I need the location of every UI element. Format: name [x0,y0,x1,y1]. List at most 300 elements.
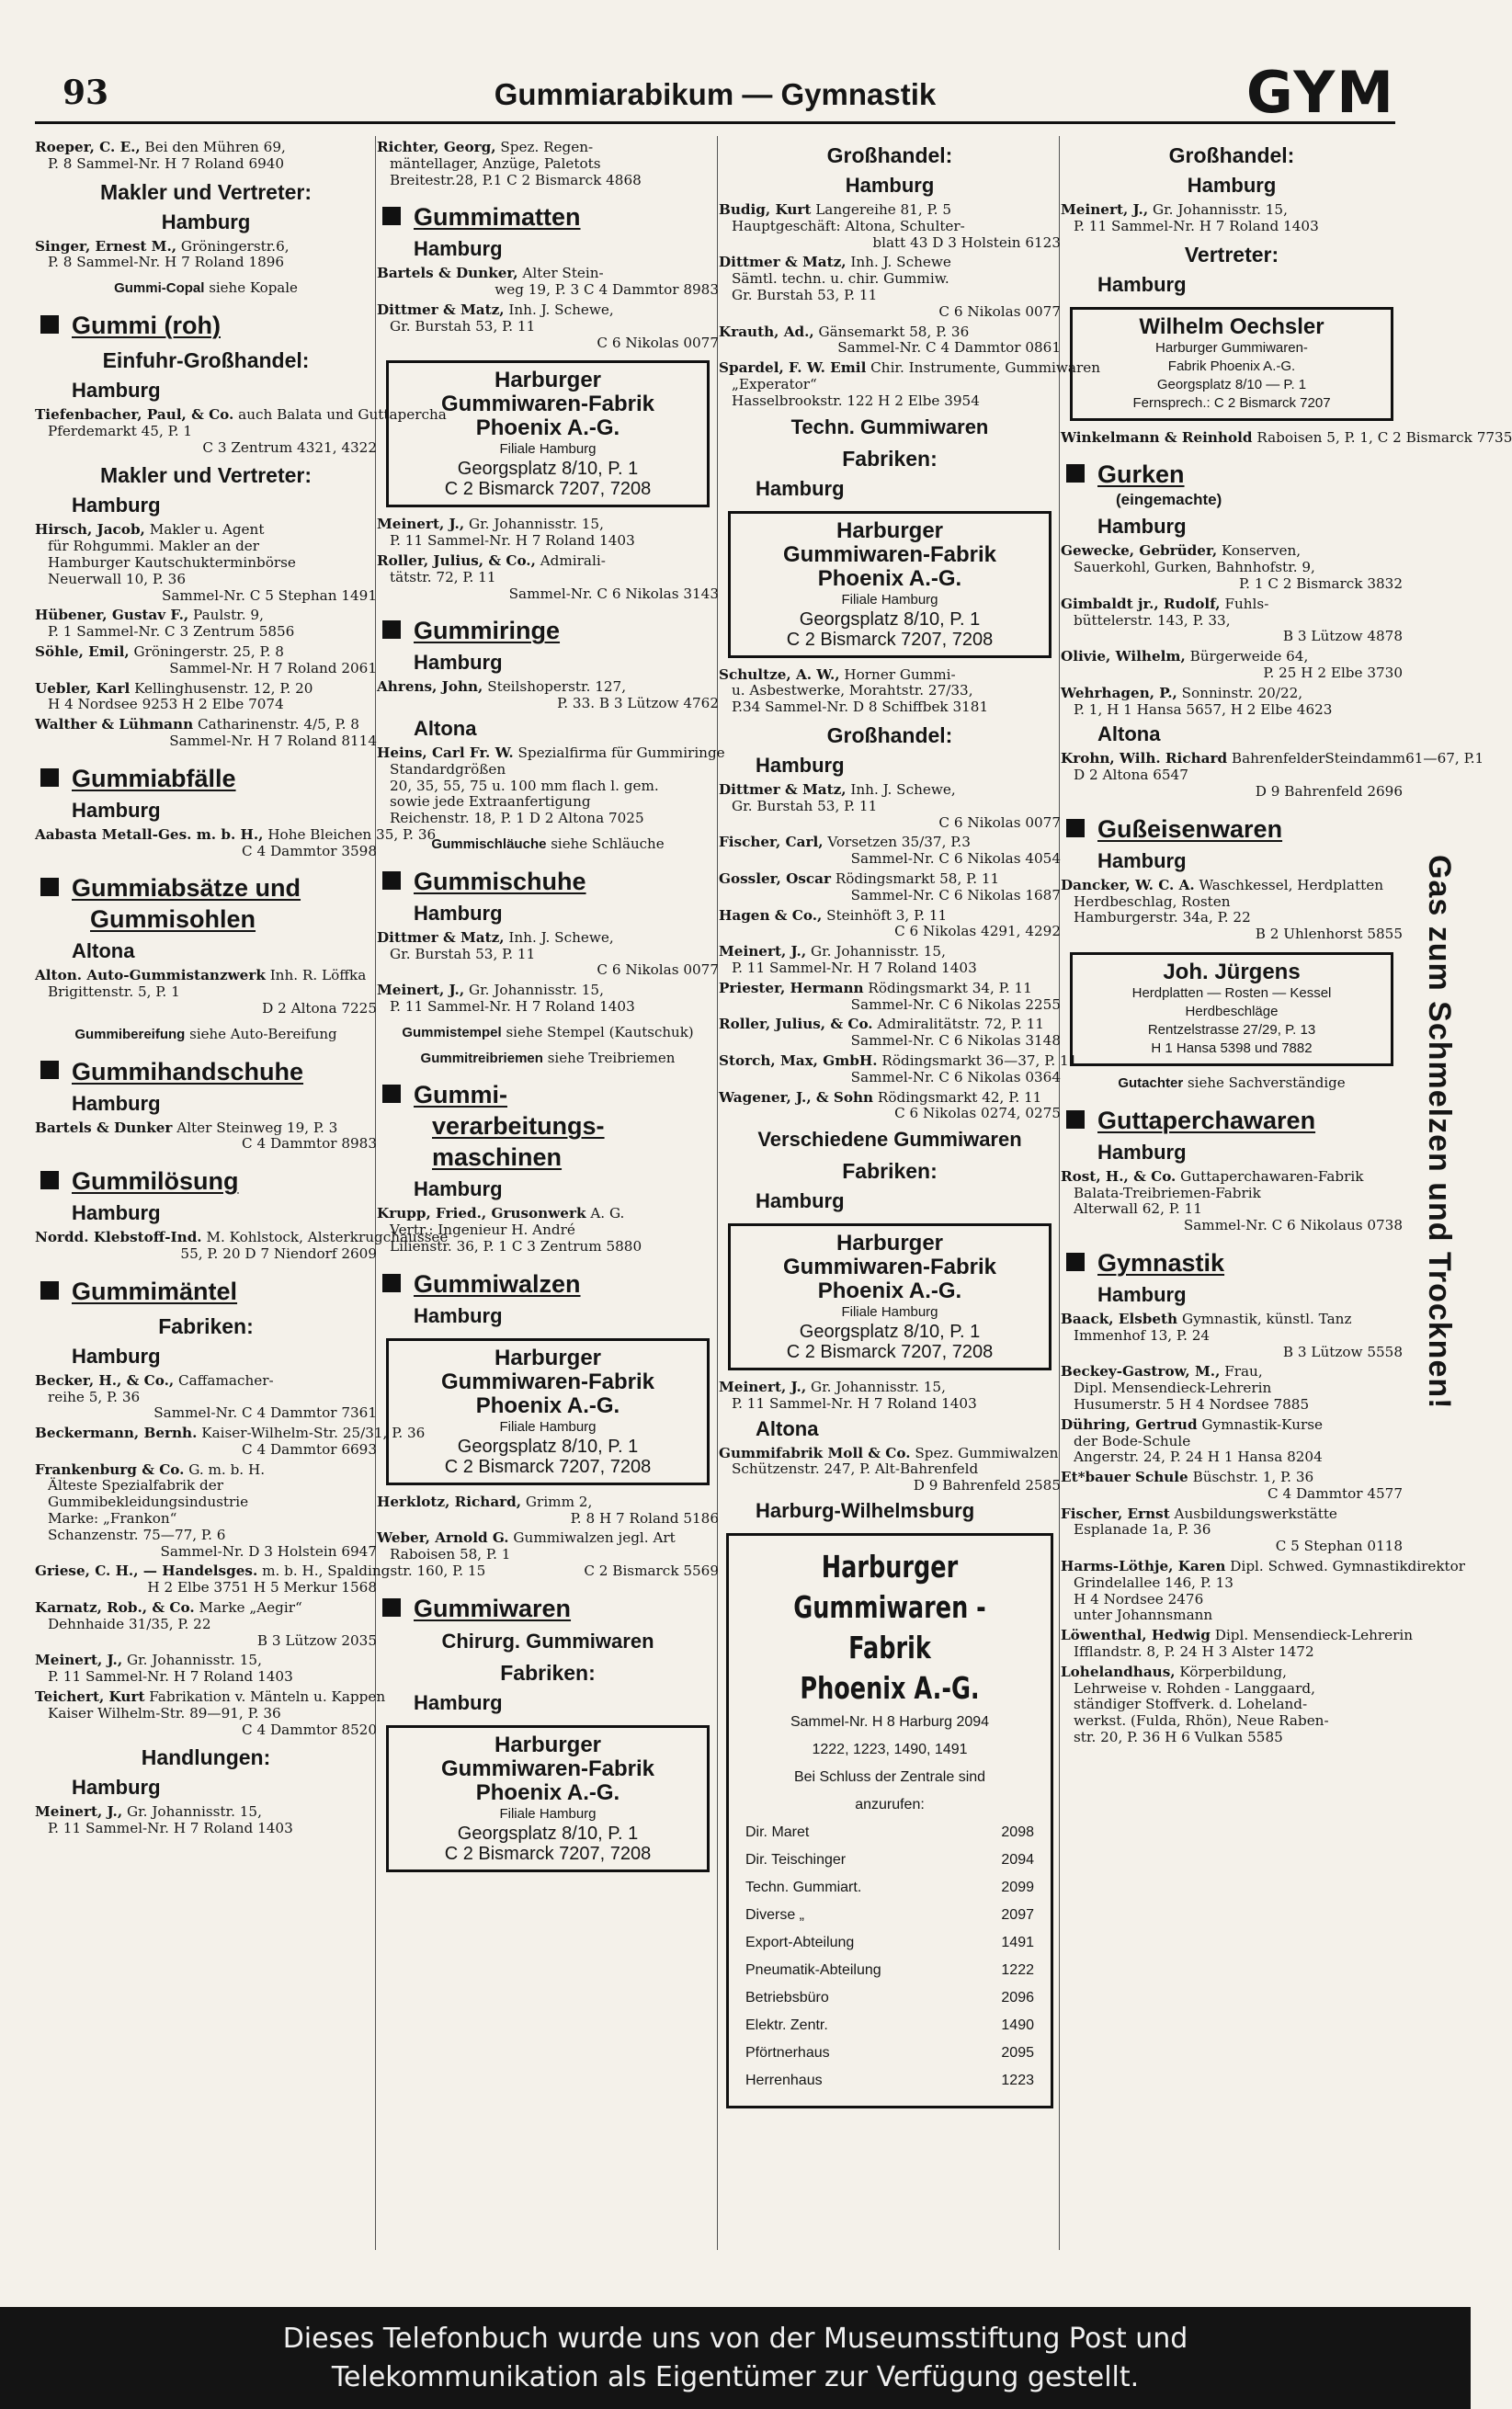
listing-entry [1061,1169,1403,1234]
listing-name: Harms-Löthje, Karen [1061,1558,1226,1575]
listing-line: Sammel-Nr. D 3 Holstein 6947 [160,1542,377,1560]
listing-line: mäntellager, Anzüge, Paletots [390,154,601,172]
ad-department: Techn. Gummiart. [745,1880,862,1896]
category-heading-text: Gummimäntel [72,1277,238,1305]
category-heading [377,201,719,233]
listing-line: C 6 Nikolas 0274, 0275 [894,1105,1061,1122]
city-label: Hamburg [1097,848,1187,872]
ad-address: Georgsplatz 8/10, P. 1 [457,1823,639,1844]
listing-name: Teichert, Kurt [35,1688,145,1706]
category-heading-text: Gummi- [414,1081,508,1109]
ad-company: Phoenix A.-G. [817,1278,962,1304]
ad-company: Phoenix A.-G. [475,1392,620,1418]
reference-target: siehe Kopale [209,279,298,297]
listing-entry [377,517,719,550]
listing-entry [719,944,1061,977]
ad-detail: Filiale Hamburg [841,591,938,608]
listing-line [719,871,1061,888]
city-label: Hamburg [414,901,503,925]
category-heading-text: Gummihandschuhe [72,1057,304,1085]
listing-name: Dittmer & Matz, [719,254,847,271]
category-heading-text: Gummimatten [414,203,581,232]
side-advert-text: Gas zum Schmelzen und Trocknen! [1422,855,1457,1410]
category-heading [1061,1105,1403,1136]
bullet-square-icon [382,1085,401,1103]
listing-line: Standardgrößen [390,760,506,778]
listing-line: P. 1 Sammel-Nr. C 3 Zentrum 5856 [48,623,295,641]
listing-entry [1061,1417,1403,1466]
city-label: Hamburg [72,378,161,402]
listing-detail: G. m. b. H. [188,1460,266,1478]
listing-line [1061,878,1403,894]
listing-entry [377,1206,719,1255]
listing-name: Wagener, J., & Sohn [719,1088,874,1106]
listing-line: C 2 Bismarck 5569 [584,1562,719,1579]
listing-line: P. 25 H 2 Elbe 3730 [1263,664,1403,681]
listing-name: Wehrhagen, P., [1061,684,1177,701]
listing-entry [1061,1312,1403,1360]
category-heading-text: Gummilösung [72,1167,239,1196]
listing-line: ständiger Stoffverk. d. Loheland- [1074,1696,1308,1713]
listing-entry [1061,1506,1403,1555]
listing-line [1061,543,1403,560]
listing-detail: Gummiwalzen jegl. Art [513,1529,676,1547]
listing-name: Griese, C. H., — Handelsges. [35,1562,258,1580]
listing-detail: Grimm 2, [525,1493,593,1510]
listing-name: Roller, Julius, & Co., [377,551,536,569]
city-label: Hamburg [414,1303,503,1327]
listing-entry [719,324,1061,358]
footer-line-1: Dieses Telefonbuch wurde uns von der Museumsstiftung Post und [282,2323,1188,2355]
listing-name: Olivie, Wilhelm, [1061,648,1186,665]
listing-entry [35,1229,449,1263]
listing-line [719,667,1061,684]
listing-line [719,944,1061,960]
listing-name: Hirsch, Jacob, [35,521,145,539]
listing-detail: M. Kohlstock, Alsterkrugchaussee [206,1229,449,1246]
listing-name: Heins, Carl Fr. W. [377,744,514,761]
reference-target: siehe Schläuche [551,835,665,852]
advertisement-big-box [726,1533,1053,2108]
listing-entry [1061,428,1512,447]
listing-line [377,302,719,319]
listing-line [35,1688,386,1706]
listing-line [1061,1470,1403,1486]
listing-line: Breitestr.28, P.1 C 2 Bismarck 4868 [390,171,642,188]
ad-extension-row [745,1819,1034,1847]
listing-line [35,140,377,156]
ad-extension-row [745,2067,1034,2095]
city-label: Hamburg [1187,174,1277,197]
listing-line [1061,686,1403,702]
listing-detail: Kaiser-Wilhelm-Str. 25/31, P. 36 [201,1425,426,1442]
listing-name: Tiefenbacher, Paul, & Co. [35,405,234,423]
ad-extension: 1222 [1001,1962,1034,1979]
ad-company: Harburger [494,1345,602,1370]
advertisement-box [1070,307,1393,421]
listing-detail: Gr. Johannisstr. 15, [468,982,604,999]
ad-extension-row [745,1847,1034,1874]
listing-line [35,1600,377,1617]
listing-detail: Makler u. Agent [149,521,265,539]
listing-name: Spardel, F. W. Emil [719,359,867,377]
ad-department: Pneumatik-Abteilung [745,1962,881,1979]
listing-entry [35,1373,377,1422]
listing-line: C 4 Dammtor 8520 [242,1721,377,1738]
listing-name: Lohelandhaus, [1061,1663,1176,1680]
listing-line [377,140,719,156]
category-heading-text: Gummiwalzen [414,1269,581,1298]
listing-entry [719,1051,1078,1086]
listing-line: Sammel-Nr. H 7 Roland 8114 [169,732,377,749]
listing-line: büttelerstr. 143, P. 33, [1074,611,1231,629]
listing-line: Lehrweise v. Rohden - Langgaard, [1074,1679,1315,1697]
listing-name: Söhle, Emil, [35,642,130,660]
listing-entry [35,644,377,677]
ad-department: Elektr. Zentr. [745,2017,828,2034]
listing-line: Sammel-Nr. C 6 Nikolas 3148 [850,1032,1061,1050]
advertisement-box [728,511,1052,658]
category-heading-text: Gummischuhe [414,867,586,895]
listing-line: B 3 Lützow 4878 [1282,628,1403,645]
listing-line [719,908,1061,925]
listing-line: Gr. Burstah 53, P. 11 [732,797,878,814]
listing-line: D 2 Altona 6547 [1074,767,1188,784]
listing-name: Krupp, Fried., Grusonwerk [377,1205,586,1222]
listing-entry [719,871,1061,904]
listing-line: P.34 Sammel-Nr. D 8 Schiffbek 3181 [732,699,989,716]
listing-entry [719,359,1100,409]
listing-line [377,679,719,696]
ad-extension: 1490 [1001,2017,1034,2034]
listing-line: der Bode-Schule [1074,1432,1191,1449]
listing-detail: Catharinenstr. 4/5, P. 8 [197,716,359,733]
category-heading-text: Gummiringe [414,617,561,645]
subsection-label: Techn. Gummiwaren [790,415,989,438]
listing-line [1061,1506,1403,1523]
listing-detail: BahrenfelderSteindamm61—67, P.1 [1231,750,1484,767]
listing-detail: Rödingsmarkt 42, P. 11 [877,1088,1042,1106]
listing-line: Gummibekleidungsindustrie [48,1494,249,1511]
listing-detail: Inh. J. Schewe, [508,301,614,318]
ad-title: Phoenix A.-G. [800,1670,980,1707]
city-label: Hamburg [414,651,503,675]
ad-numbers: 1222, 1223, 1490, 1491 [812,1742,968,1758]
listing-detail: Horner Gummi- [844,665,956,683]
page-title: Gummiarabikum — Gymnastik [494,77,937,111]
listing-entry [719,1380,1061,1413]
listing-line: Gr. Burstah 53, P. 11 [390,945,536,962]
listing-entry [35,717,377,750]
listing-line [377,930,719,947]
listing-name: Storch, Max, GmbH. [719,1051,878,1069]
listing-line [377,744,725,762]
listing-name: Ahrens, John, [377,678,483,696]
listing-line: tätstr. 72, P. 11 [390,568,496,585]
listing-name: Winkelmann & Reinhold [1061,428,1253,446]
listing-entry [1061,878,1403,943]
listing-name: Becker, H., & Co., [35,1371,175,1389]
listing-entry [377,983,719,1016]
city-label: Hamburg [1097,1282,1187,1306]
listing-line: Schützenstr. 247, P. Alt-Bahrenfeld [732,1460,979,1478]
listing-entry [1061,543,1403,592]
listing-entry [719,1017,1061,1050]
listing-name: Löwenthal, Hedwig [1061,1627,1211,1644]
reference-target: siehe Sachverständige [1187,1074,1346,1091]
reference-term: Gummi-Copal [114,280,205,297]
listing-line: C 6 Nikolas 4291, 4292 [894,923,1061,940]
listing-name: Krauth, Ad., [719,323,814,340]
listing-line: Lilienstr. 36, P. 1 C 3 Zentrum 5880 [390,1237,642,1255]
listing-line: H 4 Nordsee 9253 H 2 Elbe 7074 [48,696,284,713]
listing-entry [377,266,719,299]
city-label: Hamburg [414,1690,503,1714]
ad-company: Gummiwaren-Fabrik [782,1255,997,1280]
listing-detail: Paulstr. 9, [193,607,264,624]
listing-line [719,1090,1061,1107]
category-heading [35,1165,377,1197]
bullet-square-icon [1066,464,1085,483]
ad-extension: 1223 [1001,2073,1034,2089]
listing-line: blatt 43 D 3 Holstein 6123 [872,233,1061,251]
listing-detail: Rödingsmarkt 34, P. 11 [868,979,1032,996]
cross-reference [35,280,377,297]
listing-line: C 4 Dammtor 4577 [1268,1484,1403,1502]
listing-name: Weber, Arnold G. [377,1529,509,1547]
listing-line: Sammel-Nr. C 6 Nikolas 4054 [850,850,1061,868]
listing-detail: Gröningerstr. 25, P. 8 [133,642,284,660]
listing-line [719,255,1061,271]
listing-line: Neuerwall 10, P. 36 [48,570,187,587]
listing-detail: Kellinghusenstr. 12, P. 20 [134,679,313,697]
listing-line [35,608,377,624]
listing-detail: Waschkessel, Herdplatten [1199,876,1384,893]
listing-line: C 5 Stephan 0118 [1275,1538,1403,1555]
city-label: Altona [1097,722,1161,746]
listing-entry [377,930,719,979]
category-heading-text: Gymnastik [1097,1248,1225,1277]
listing-line [719,359,1100,377]
listing-line: Dipl. Mensendieck-Lehrerin [1074,1380,1272,1397]
city-label: Hamburg [414,1177,503,1201]
listing-line: Esplanade 1a, P. 36 [1074,1521,1211,1539]
ad-address: Georgsplatz 8/10, P. 1 [457,1436,639,1457]
category-heading-text: verarbeitungs- [432,1112,605,1141]
category-heading-text: Gummi (roh) [72,311,221,339]
listing-line: für Rohgummi. Makler an der [48,538,260,555]
listing-detail: Spez. Regen- [500,139,594,155]
city-label: Hamburg [756,476,845,500]
column-3 [719,136,1100,2268]
listing-detail: Bei den Mühren 69, [144,139,286,155]
ad-detail: Harburger Gummiwaren- [1155,339,1308,356]
listing-detail: m. b. H., Spaldingstr. 160, P. 15 [262,1562,486,1580]
city-label: Harburg-Wilhelmsburg [756,1499,975,1523]
listing-line [35,717,377,733]
listing-line [377,266,719,282]
listing-line [35,405,447,424]
listing-entry [377,553,719,602]
ad-title: Gummiwaren - Fabrik [793,1589,986,1666]
listing-detail: Raboisen 5, P. 1, C 2 Bismarck 7735 [1256,428,1512,446]
listing-detail: Sonninstr. 20/22, [1181,684,1303,701]
page-header [35,59,1395,126]
listing-detail: Körperbildung, [1179,1663,1287,1680]
listing-name: Meinert, J., [35,1652,123,1669]
ad-extension: 2098 [1001,1824,1034,1841]
bullet-square-icon [40,1171,59,1189]
listing-line: P. 8 H 7 Roland 5186 [570,1509,719,1527]
listing-detail: Gr. Johannisstr. 15, [126,1652,262,1669]
listing-detail: Inh. J. Schewe [850,254,951,271]
listing-line: H 4 Nordsee 2476 [1074,1590,1204,1608]
bullet-square-icon [382,207,401,225]
listing-line: sowie jede Extraanfertigung [390,793,591,811]
listing-line [35,825,437,844]
listing-name: Et*bauer Schule [1061,1469,1188,1486]
listing-line: Brigittenstr. 5, P. 1 [48,983,180,1001]
ad-detail: Filiale Hamburg [841,1304,938,1321]
advertisement-box [728,1223,1052,1370]
listing-line [35,1229,449,1246]
listing-entry [35,239,377,272]
listing-name: Roller, Julius, & Co. [719,1016,873,1033]
listing-line: C 3 Zentrum 4321, 4322 [202,438,377,456]
listing-line: B 3 Lützow 5558 [1282,1343,1403,1360]
listing-line [35,1804,377,1821]
reference-term: Gummistempel [402,1024,502,1040]
listing-line: Grindelallee 146, P. 13 [1074,1574,1233,1591]
listing-detail: Dipl. Schwed. Gymnastikdirektor [1230,1558,1466,1575]
listing-line [35,1653,377,1669]
bullet-square-icon [382,620,401,639]
listing-name: Dancker, W. C. A. [1061,876,1195,893]
listing-line: „Experator“ [732,375,817,392]
listing-name: Baack, Elsbeth [1061,1310,1178,1327]
listing-line [35,1120,377,1137]
listing-entry [719,255,1061,320]
listing-line [35,239,377,256]
listing-line: Dehnhaide 31/35, P. 22 [48,1615,211,1632]
listing-entry [35,825,437,860]
listing-line: Vertr.: Ingenieur H. André [390,1222,575,1239]
ad-department: Dir. Teischinger [745,1852,847,1869]
listing-name: Gimbaldt jr., Rudolf, [1061,595,1221,612]
ad-detail: Filiale Hamburg [499,1805,597,1822]
listing-name: Gewecke, Gebrüder, [1061,542,1218,560]
listing-detail: Gr. Johannisstr. 15, [468,516,604,533]
listing-entry [1061,202,1403,235]
listing-line: Husumerstr. 5 H 4 Nordsee 7885 [1074,1395,1310,1413]
category-heading-text: Gummiabsätze und [72,874,301,903]
listing-line: u. Asbestwerke, Morahtstr. 27/33, [732,682,973,699]
listing-line [377,517,719,533]
ad-department: Dir. Maret [745,1824,810,1841]
listing-line [719,981,1061,997]
listing-line: Sammel-Nr. H 7 Roland 2061 [169,659,377,676]
ad-department: Export-Abteilung [745,1935,855,1951]
ad-department: Betriebsbüro [745,1990,829,2006]
listing-line [719,324,1061,341]
listing-line: Sammel-Nr. C 6 Nikolas 1687 [850,886,1061,903]
reference-target: siehe Auto-Bereifung [189,1025,337,1042]
section-label: Einfuhr-Großhandel: [102,347,310,372]
category-heading [377,1079,719,1173]
listing-entry [377,1530,719,1579]
ad-phone: H 1 Hansa 5398 und 7882 [1151,1040,1313,1056]
ad-company: Gummiwaren-Fabrik [440,1369,655,1394]
listing-line [35,681,377,698]
listing-entry [35,968,377,1017]
listing-entry [1061,1470,1403,1503]
reference-term: Gutachter [1118,1074,1184,1091]
listing-line [1061,1627,1414,1644]
listing-line [377,1494,719,1511]
listing-entry [35,1120,377,1153]
listing-entry [1061,1364,1403,1413]
listing-detail: Büschstr. 1, P. 36 [1192,1469,1314,1486]
bullet-square-icon [40,1281,59,1300]
listing-line [1061,649,1403,665]
ad-company: Harburger [494,368,602,393]
listing-detail: Alter Stein- [522,265,604,282]
section-label: Makler und Vertreter: [99,463,313,488]
listing-detail: Admirali- [540,551,606,569]
listing-line: C 6 Nikolas 0077 [597,961,719,979]
city-label: Hamburg [1097,515,1187,539]
ad-company: Gummiwaren-Fabrik [440,392,655,417]
listing-line: Balata-Treibriemen-Fabrik [1074,1184,1261,1201]
listing-line: weg 19, P. 3 C 4 Dammtor 8983 [495,281,719,299]
ad-detail: Fabrik Phoenix A.-G. [1167,358,1296,374]
cross-reference [1061,1075,1403,1092]
ad-address: Rentzelstrasse 27/29, P. 13 [1147,1021,1316,1038]
listing-detail: Steinhöft 3, P. 11 [826,906,948,924]
bullet-square-icon [1066,819,1085,837]
listing-line [35,1425,426,1442]
listing-detail: Gr. Johannisstr. 15, [1152,201,1288,218]
ad-address: Georgsplatz 8/10, P. 1 [799,608,981,630]
listing-entry [1061,597,1403,645]
ad-company: Phoenix A.-G. [475,415,620,441]
category-heading [1061,459,1403,510]
ad-detail: Filiale Hamburg [499,441,597,458]
listing-line: Schanzenstr. 75—77, P. 6 [48,1526,226,1543]
cross-reference [377,1025,719,1041]
city-label: Hamburg [414,237,503,261]
listing-name: Beckey-Gastrow, M., [1061,1363,1221,1381]
ad-company: Gummiwaren-Fabrik [782,541,997,567]
listing-line [35,1462,377,1479]
listing-detail: Marke „Aegir“ [199,1599,302,1617]
city-label: Hamburg [72,1201,161,1225]
listing-line [1061,1558,1466,1575]
listing-line: Reichenstr. 18, P. 1 D 2 Altona 7025 [390,810,644,827]
listing-entry [719,202,1061,251]
listing-detail: Spezialfirma für Gummiringe [517,744,725,761]
ad-extension-row [745,1929,1034,1957]
listing-detail: Rödingsmarkt 36—37, P. 11 [881,1051,1078,1069]
listing-line [719,1380,1061,1396]
ad-note: anzurufen: [855,1797,925,1813]
ad-extension: 2097 [1001,1907,1034,1924]
listing-line: P. 11 Sammel-Nr. H 7 Roland 1403 [732,959,977,976]
listing-entry [377,744,725,827]
ad-extension-row [745,1902,1034,1929]
ad-extension-row [745,2012,1034,2040]
listing-line: Hamburger Kautschukterminbörse [48,553,296,571]
